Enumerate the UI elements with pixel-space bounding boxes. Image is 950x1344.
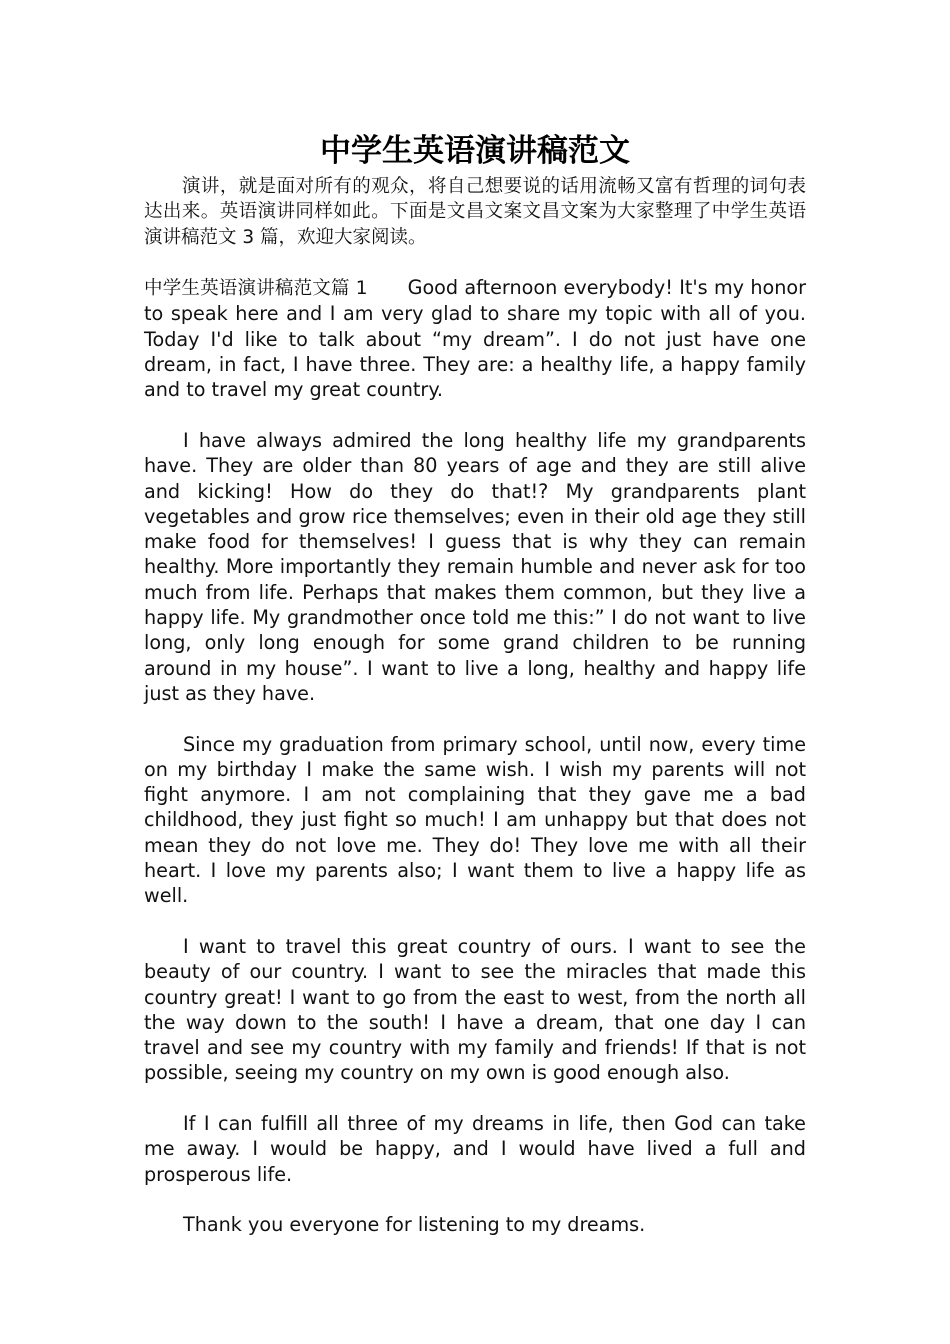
body-paragraph-1 [144,275,806,402]
body-paragraph-2: I have always admired the long healthy life my grandparents have. They are older than 80 years of age and they are still alive and kicking! How do they do that!? My grandparents plant vegetables and grow rice themselves; even in their old age they still make food for themselves! I guess that is why they can remain healthy. More importantly they remain humble and never ask for too much from life. Perhaps that makes them common, but they live a happy life. My grandmother once told me this:” I do not want to live long, only long enough for some grand children to be running around in my house”. I want to live a long, healthy and happy life just as they have. [144,428,806,705]
paragraph-spacer [144,403,806,428]
body-paragraph-5: If I can fulfill all three of my dreams in life, then God can take me away. I would be happy, and I would have lived a full and prosperous life. [144,1111,806,1186]
body-paragraph-3: Since my graduation from primary school, until now, every time on my birthday I make the same wish. I wish my parents will not fight anymore. I am not complaining that they gave me a bad childhood, they just fight so much! I am unhappy but that does not mean they do not love me. They do! They love me with all their heart. I love my parents also; I want them to live a happy life as well. [144,732,806,908]
page-title: 中学生英语演讲稿范文 [320,133,630,169]
paragraph-spacer [144,1187,806,1212]
closing-paragraph: Thank you everyone for listening to my dreams. [183,1213,646,1237]
paragraph-spacer [144,1086,806,1111]
document-body [144,128,806,1237]
intro-paragraph: 演讲，就是面对所有的观众，将自己想要说的话用流畅又富有哲理的词句表达出来。英语演讲同样如此。下面是文昌文案文昌文案为大家整理了中学生英语演讲稿范文 3 篇，欢迎大家阅读。 [144,176,806,248]
paragraph-spacer [144,706,806,731]
section-heading: 中学生英语演讲稿范文篇 1 [144,278,368,300]
body-paragraph-4: I want to travel this great country of ours. I want to see the beauty of our country. I want to see the miracles that made this country great! I want to go from the east to west, from the north all the way down to the south! I have a dream, that one day I can travel and see my country with my family and friends! If that is not possible, seeing my country on my own is good enough also. [144,934,806,1085]
paragraph-spacer [144,909,806,934]
paragraph-spacer [144,250,806,275]
paragraph-text: Good afternoon everybody! It's my honor to speak here and I am very glad to share my topic with all of you. Today I'd like to talk about “my dream”. I do not just have one dream, in fact, I have three. They are: a healthy life, a happy family and to travel my great country. [144,276,807,402]
